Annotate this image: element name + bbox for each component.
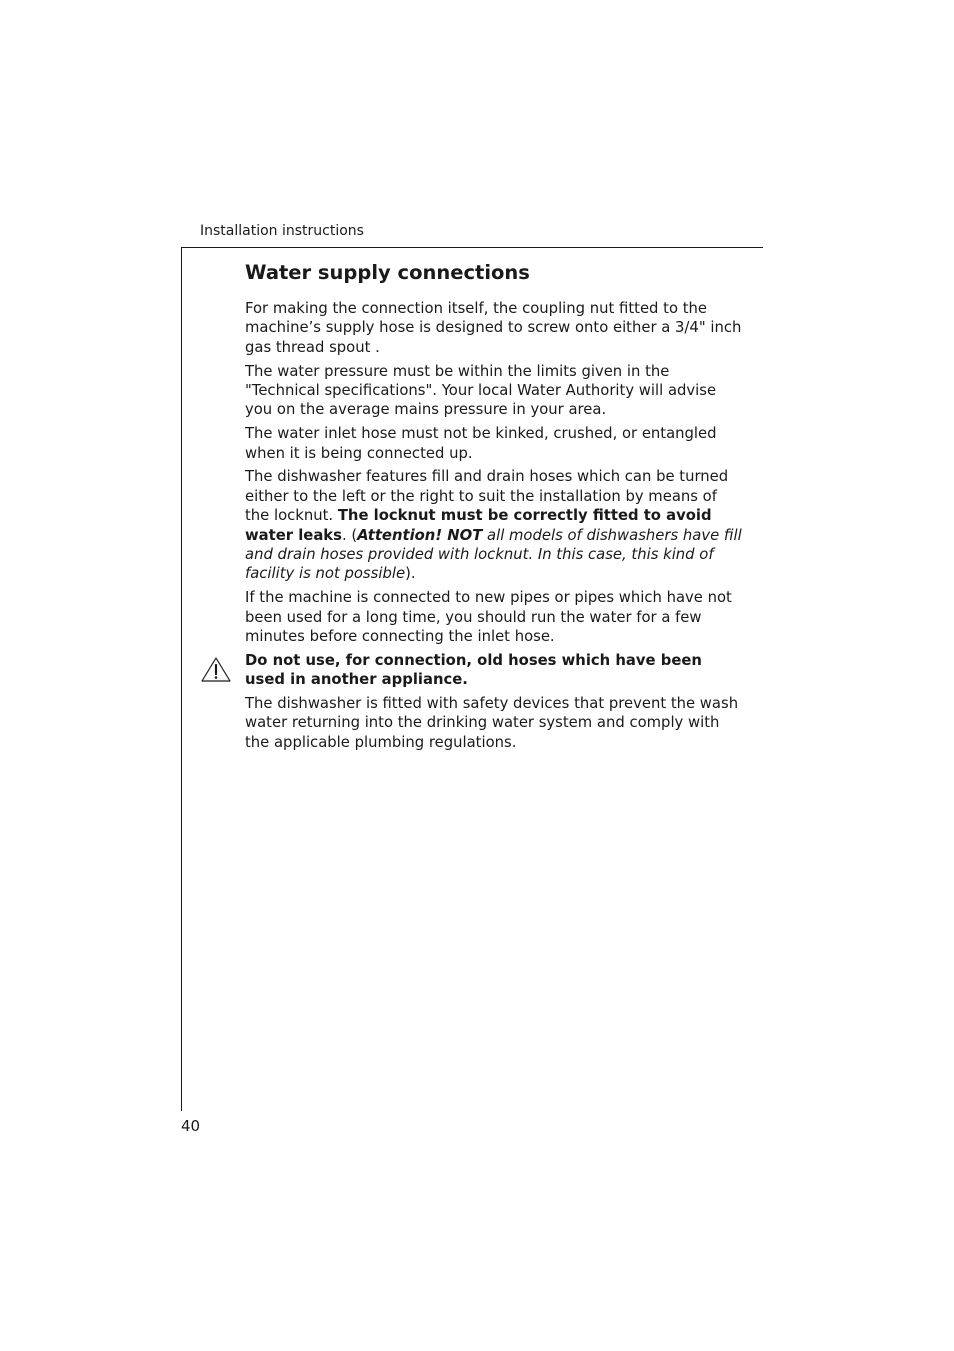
paragraph-inlet-hose: The water inlet hose must not be kinked, crushed, or entangled when it is being connected up.: [245, 425, 717, 462]
attention-closing: ).: [405, 565, 416, 583]
margin-rule: [181, 247, 182, 1111]
paragraph-safety-devices: The dishwasher is fitted with safety devices that prevent the wash water returning into the drinking water system and comply with the applicable plumbing regulations.: [245, 695, 739, 751]
warning-triangle-icon: [200, 656, 232, 683]
warning-text: Do not use, for connection, old hoses which have been used in another appliance.: [245, 651, 702, 689]
locknut-text: The dishwasher features fill and drain hoses which can be turned either to the left or the right to suit the installation by means of the locknut.: [245, 468, 729, 525]
paragraph-water-pressure: The water pressure must be within the limits given in the "Technical specifications". Your local Water Authority will advise you on the average mains pressure in your area.: [245, 362, 717, 419]
attention-text: all models of dishwashers have fill and drain hoses provided with locknut. In this case, this kind of facility is not possible: [245, 526, 742, 583]
locknut-after-bold: . (: [341, 526, 358, 544]
paragraph-new-pipes: If the machine is connected to new pipes or pipes which have not been used for a long time, you should run the water for a few minutes before connecting the inlet hose.: [245, 589, 732, 646]
header-rule: [181, 247, 763, 248]
locknut-bold: The locknut must be correctly fitted to avoid water leaks: [245, 507, 712, 544]
paragraph-coupling-nut: For making the connection itself, the coupling nut fitted to the machine’s supply hose is designed to screw onto either a 3/4" inch gas thread spout .: [245, 300, 742, 356]
attention-label: Attention! NOT: [357, 526, 483, 544]
paragraph-locknut: [245, 467, 745, 583]
section-header: Installation instructions: [200, 223, 364, 239]
page-number: 40: [181, 1117, 201, 1135]
page-title: Water supply connections: [245, 261, 530, 284]
body-content: [245, 299, 745, 757]
